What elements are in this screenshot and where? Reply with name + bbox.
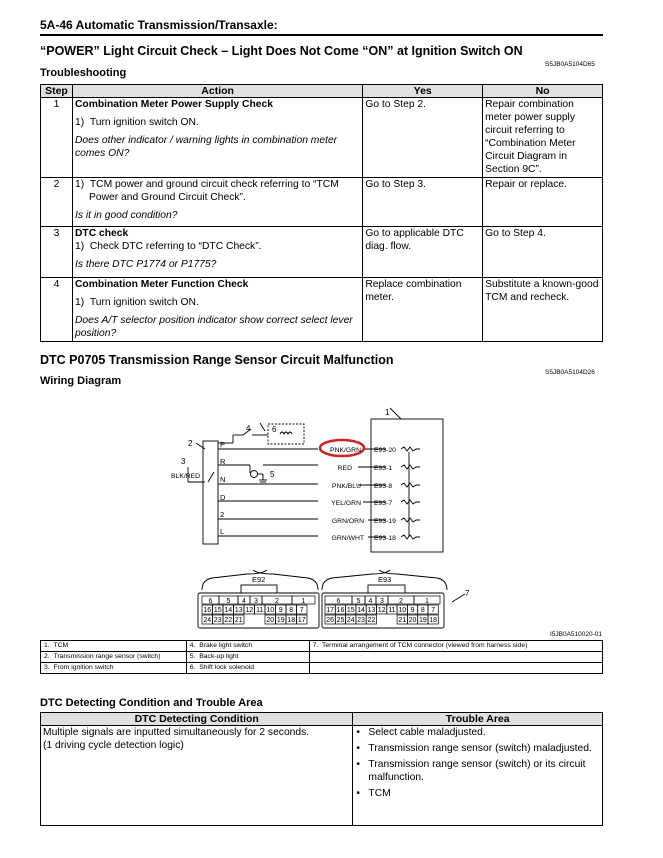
terminal-label: P (220, 440, 226, 449)
col-header-trouble-area: Trouble Area (353, 713, 603, 726)
col-header-no: No (483, 85, 603, 98)
pin-number: 19 (418, 617, 427, 624)
back-up-light-icon (251, 471, 258, 478)
pin-number: 10 (398, 607, 407, 614)
legend-item: 2. Transmission range sensor (switch) (41, 652, 187, 663)
action-question: Is there DTC P1774 or P1775? (74, 259, 217, 270)
action-title: DTC check (74, 228, 129, 239)
legend-item: 7. Terminal arrangement of TCM connector (viewed from harness side) (309, 641, 602, 652)
pin-number: 16 (203, 607, 212, 614)
tcm-terminal-label: E93-1 (374, 465, 393, 472)
pin-number: 14 (224, 607, 233, 614)
pin-number: 21 (234, 617, 243, 624)
tcm-terminal-label: E93-18 (374, 535, 396, 542)
callout-2: 2 (188, 439, 193, 448)
legend-item (309, 663, 602, 674)
action-instruction: 1) Turn ignition switch ON. (74, 297, 199, 308)
action-question: Does A/T selector position indicator show correct select lever position? (74, 315, 353, 339)
pin-number: 14 (357, 607, 365, 614)
pin-number: 13 (367, 607, 376, 614)
callout-1: 1 (385, 408, 390, 417)
pin-number: 10 (266, 607, 275, 614)
col-header-action: Action (72, 85, 362, 98)
pin-number: 19 (276, 617, 285, 624)
pin-number: 24 (346, 617, 355, 624)
troubleshooting-heading: Troubleshooting (40, 67, 127, 79)
tcm-terminal-label: E93-7 (374, 500, 393, 507)
range-switch-body (203, 441, 218, 544)
col-header-condition: DTC Detecting Condition (41, 713, 353, 726)
wire-color-label: YEL/GRN (331, 500, 361, 507)
pin-number: 20 (266, 617, 275, 624)
pin-number: 5 (226, 598, 231, 605)
no-cell: Repair combination meter power supply circuit referring to “Combination Meter Circuit Diagram in Section 9C”. (483, 98, 603, 178)
callout-6: 6 (272, 425, 277, 434)
callout-7: 7 (465, 589, 470, 598)
yes-cell: Go to Step 3. (363, 178, 483, 227)
terminal-label: D (220, 493, 226, 502)
callout-5: 5 (270, 470, 275, 479)
callout-4: 4 (246, 424, 251, 433)
pin-number: 16 (336, 607, 345, 614)
yes-cell: Go to applicable DTC diag. flow. (363, 227, 483, 278)
legend-item: 1. TCM (41, 641, 187, 652)
action-question: Does other indicator / warning lights in combination meter comes ON? (74, 135, 338, 159)
legend-item: 3. From ignition switch (41, 663, 187, 674)
terminal-label: R (220, 457, 226, 466)
pin-number: 9 (278, 607, 283, 614)
pin-number: 6 (208, 598, 213, 605)
connector-pin-grid (202, 596, 440, 624)
pin-number: 12 (377, 607, 386, 614)
dtc-condition-heading: DTC Detecting Condition and Trouble Area (40, 697, 263, 709)
step-number: 3 (41, 227, 73, 278)
doc-code: S5JB0A5104D65 (545, 61, 595, 68)
diagram-legend-table (40, 640, 603, 674)
section-title-dtc-p0705: DTC P0705 Transmission Range Sensor Circuit Malfunction (40, 353, 394, 367)
pin-number: 22 (367, 617, 376, 624)
doc-code: S5JB0A5104D26 (545, 369, 595, 376)
pin-number: 3 (254, 598, 258, 605)
pin-number: 17 (297, 617, 306, 624)
pin-number: 26 (326, 617, 335, 624)
step-number: 1 (41, 98, 73, 178)
page-header: 5A-46 Automatic Transmission/Transaxle: (40, 18, 278, 32)
callout-3: 3 (181, 457, 186, 466)
pin-number: 23 (213, 617, 222, 624)
pin-number: 11 (388, 607, 396, 614)
pin-number: 2 (399, 598, 403, 605)
wire-color-label: PNK/BLU (331, 483, 361, 490)
trouble-area-item: • Transmission range sensor (switch) or its circuit malfunction. (355, 758, 600, 784)
step-number: 4 (41, 278, 73, 342)
action-title: Combination Meter Power Supply Check (74, 99, 273, 110)
action-title: Combination Meter Function Check (74, 279, 249, 290)
pin-number: 4 (368, 598, 373, 605)
pin-number: 15 (213, 607, 222, 614)
pin-number: 7 (431, 607, 436, 614)
pin-number: 24 (203, 617, 212, 624)
pin-number: 8 (420, 607, 425, 614)
condition-note: (1 driving cycle detection logic) (43, 740, 184, 751)
col-header-yes: Yes (363, 85, 483, 98)
wire-color-label: GRN/WHT (331, 535, 364, 542)
pin-number: 21 (398, 617, 407, 624)
legend-item: 4. Brake light switch (186, 641, 309, 652)
tcm-terminal-label: E93-8 (374, 483, 393, 490)
tcm-terminal-label: E93-19 (374, 518, 396, 525)
legend-item: 5. Back-up light (186, 652, 309, 663)
yes-cell: Replace combination meter. (363, 278, 483, 342)
dtc-condition-table (40, 712, 603, 826)
pin-number: 18 (429, 617, 438, 624)
pin-number: 5 (356, 598, 361, 605)
pin-number: 17 (326, 607, 335, 614)
wiring-diagram-heading: Wiring Diagram (40, 375, 122, 387)
trouble-area-item: • TCM (355, 787, 600, 800)
pin-number: 18 (287, 617, 296, 624)
pin-number: 2 (275, 598, 279, 605)
no-cell: Go to Step 4. (483, 227, 603, 278)
pin-number: 12 (245, 607, 254, 614)
trouble-area-item: • Transmission range sensor (switch) maladjusted. (355, 742, 600, 755)
terminal-label: 2 (220, 510, 225, 519)
pin-number: 7 (299, 607, 304, 614)
pin-number: 1 (301, 598, 306, 605)
pin-number: 1 (425, 598, 429, 605)
input-wire-label: BLK/RED (171, 473, 201, 480)
pin-number: 13 (234, 607, 243, 614)
pin-number: 6 (336, 598, 341, 605)
legend-item: 6. Shift lock solenoid (186, 663, 309, 674)
pin-number: 20 (408, 617, 417, 624)
legend-item (309, 652, 602, 663)
no-cell: Substitute a known-good TCM and recheck. (483, 278, 603, 342)
condition-cell (41, 726, 353, 826)
section-title-power-light: “POWER” Light Circuit Check – Light Does Not Come “ON” at Ignition Switch ON (40, 44, 523, 58)
condition-text: Multiple signals are inputted simultaneously for 2 seconds. (43, 727, 310, 738)
connector-name: E92 (252, 575, 266, 584)
wire-color-label: GRN/ORN (331, 518, 364, 525)
yes-cell: Go to Step 2. (363, 98, 483, 178)
pin-number: 11 (256, 607, 264, 614)
action-instruction: 1) TCM power and ground circuit check referring to “TCM Power and Ground Circuit Check”. (74, 179, 339, 203)
wire-color-label: RED (337, 465, 352, 472)
connector-name: E93 (378, 575, 392, 584)
pin-number: 15 (346, 607, 355, 614)
pin-number: 22 (224, 617, 233, 624)
no-cell: Repair or replace. (483, 178, 603, 227)
action-question: Is it in good condition? (74, 210, 178, 221)
trouble-area-item: • Select cable maladjusted. (355, 726, 600, 739)
pin-number: 4 (242, 598, 246, 605)
action-instruction: 1) Check DTC referring to “DTC Check”. (74, 241, 262, 252)
col-header-step: Step (41, 85, 73, 98)
figure-code: I5JB0A510020-01 (549, 631, 602, 638)
pin-number: 9 (410, 607, 415, 614)
terminal-label: L (220, 527, 225, 536)
pin-number: 3 (380, 598, 384, 605)
tcm-terminal-label: E93-20 (374, 447, 396, 454)
wire-color-label: PNK/GRN (330, 447, 361, 454)
terminal-label: N (220, 475, 226, 484)
pin-number: 25 (336, 617, 345, 624)
pin-number: 8 (289, 607, 294, 614)
pin-number: 23 (357, 617, 365, 624)
step-number: 2 (41, 178, 73, 227)
action-instruction: 1) Turn ignition switch ON. (74, 117, 199, 128)
trouble-area-cell (353, 726, 603, 826)
